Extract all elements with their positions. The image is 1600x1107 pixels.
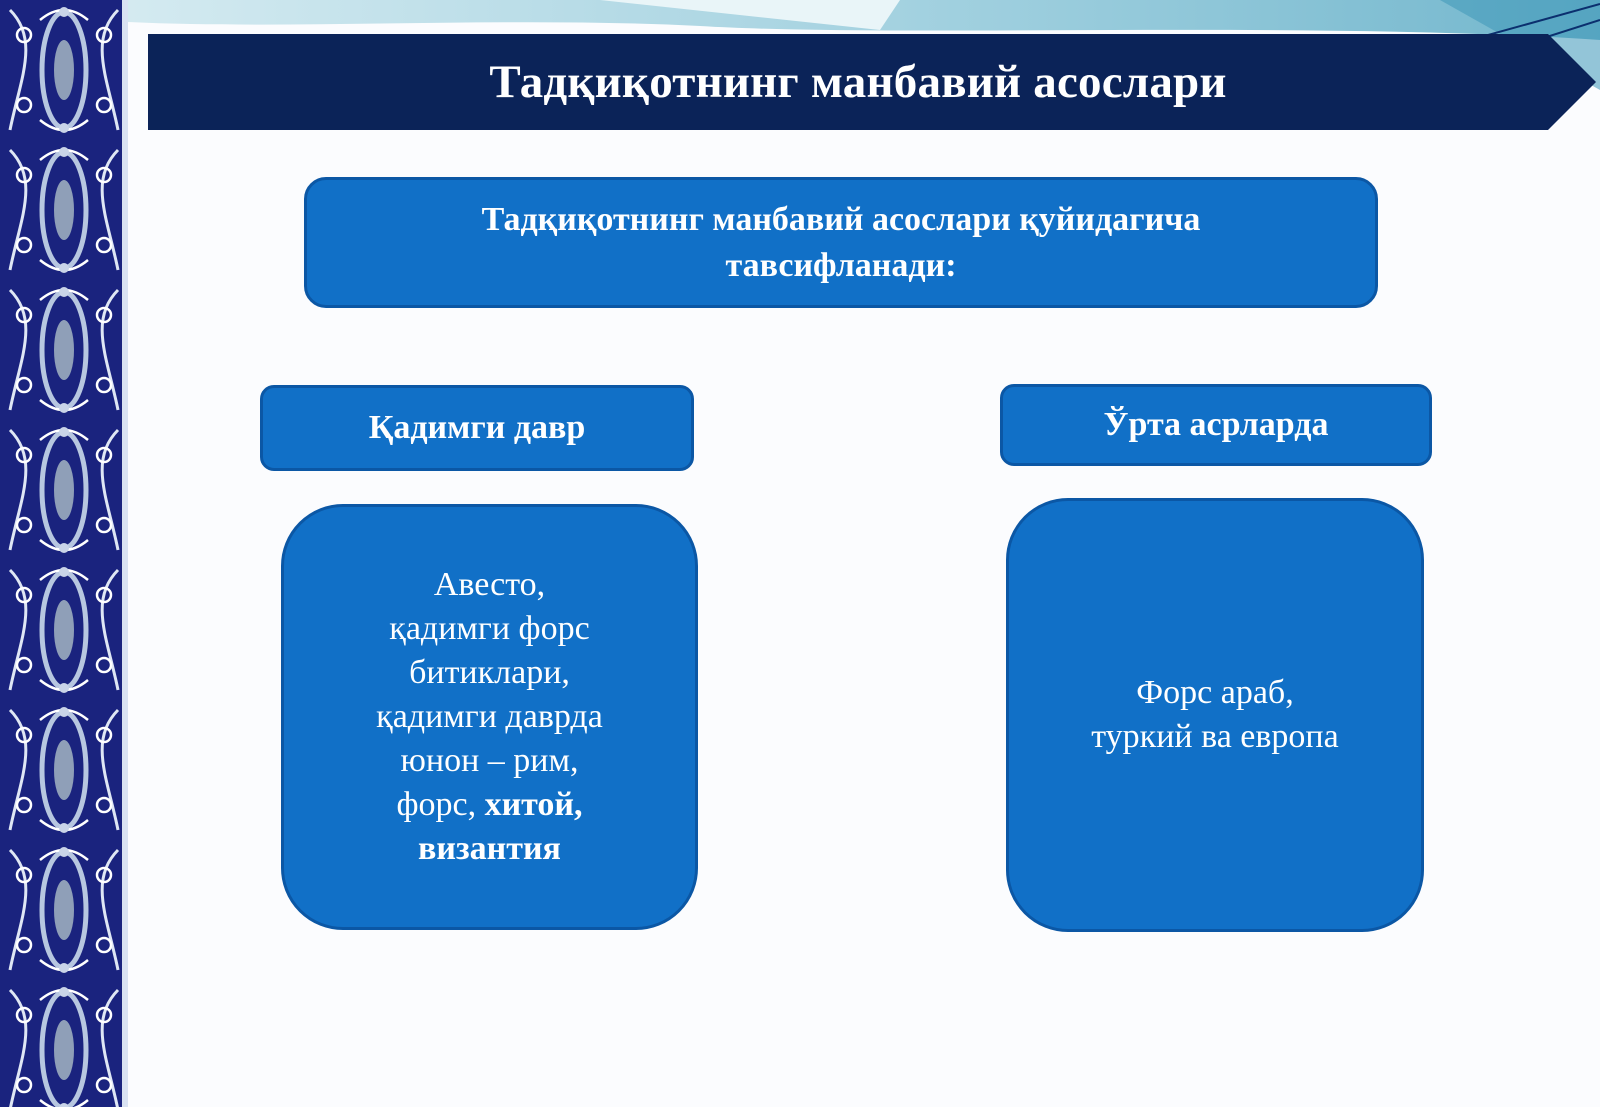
page-title: Тадқиқотнинг манбавий асослари: [489, 56, 1227, 108]
ornament-border: [0, 0, 128, 1107]
ancient-source-line-3: битиклари,: [409, 654, 570, 691]
ancient-source-line-5: юнон – рим,: [400, 742, 579, 779]
middle-ages-sources-box: [1006, 498, 1424, 932]
ancient-source-line-2: қадимги форс: [389, 610, 590, 647]
intro-line-1: Тадқиқотнинг манбавий асослари қуйидагича: [481, 200, 1201, 238]
middle-ages-header: [1000, 384, 1432, 466]
ancient-source-line-4: қадимги даврда: [376, 698, 603, 735]
ancient-source-line-1: Авесто,: [433, 566, 546, 603]
ancient-source-line-6-bold: хитой,: [484, 786, 583, 823]
middle-ages-source-line-1: Форс араб,: [1136, 674, 1294, 711]
ancient-source-line-7-bold: византия: [418, 830, 561, 867]
intro-line-2: тавсифланади:: [725, 246, 957, 284]
middle-ages-header-label: Ўрта асрларда: [1103, 406, 1329, 443]
ancient-period-sources-box: [281, 504, 698, 930]
ancient-source-line-6-regular: форс,: [396, 786, 485, 823]
ancient-source-line-6: [396, 783, 582, 827]
middle-ages-source-line-2: туркий ва европа: [1091, 718, 1339, 755]
ancient-period-header-label: Қадимги давр: [368, 409, 586, 446]
ancient-source-line-7: [418, 827, 561, 871]
intro-box: [304, 177, 1378, 308]
ancient-period-header: [260, 385, 694, 471]
